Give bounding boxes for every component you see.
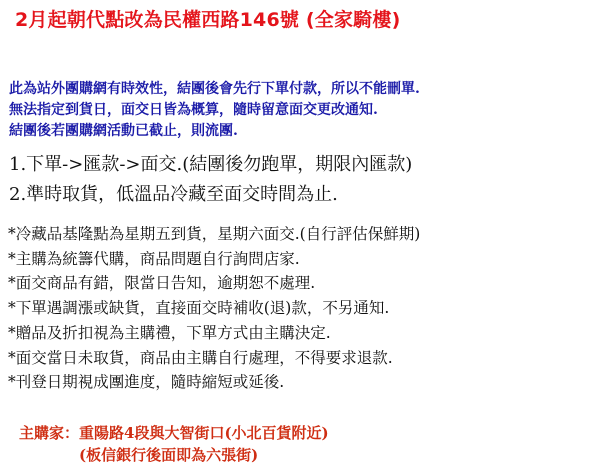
rule-item: *主購為統籌代購，商品問題自行詢問店家. (8, 249, 300, 268)
rule-item: *贈品及折扣視為主購禮，下單方式由主購決定. (8, 323, 331, 342)
rules-list (8, 222, 420, 395)
rule-item: *刊登日期視成團進度，隨時縮短或延後. (8, 373, 285, 392)
rule-item: *面交商品有錯，限當日告知，逾期恕不處理. (8, 274, 316, 293)
rule-item: *冷藏品基隆點為星期五到貨，星期六面交.(自行評估保鮮期) (8, 225, 421, 243)
notice-line: 此為站外團購網有時效性，結團後會先行下單付款，所以不能刪單. (9, 81, 420, 97)
step-item: 2.準時取貨，低溫品冷藏至面交時間為止. (9, 184, 338, 205)
notice-line: 無法指定到貨日，面交日皆為概算，隨時留意面交更改通知. (9, 102, 378, 118)
host-address: 主購家：重陽路4段與大智街口(小北百貨附近) (19, 424, 329, 442)
host-info (19, 422, 329, 466)
rule-item: *面交當日未取貨，商品由主購自行處理，不得要求退款. (8, 348, 393, 367)
notice-block (9, 79, 420, 142)
steps-block (9, 150, 412, 210)
host-landmark: (板信銀行後面即為六張街) (79, 446, 259, 464)
page-title: 2月起朝代點改為民權西路146號 (全家騎樓) (15, 9, 401, 31)
step-item: 1.下單->匯款->面交.(結團後勿跑單，期限內匯款) (9, 154, 413, 175)
notice-line: 結團後若團購網活動已截止，則流團. (9, 123, 238, 139)
rule-item: *下單遇調漲或缺貨，直接面交時補收(退)款，不另通知. (8, 299, 390, 318)
